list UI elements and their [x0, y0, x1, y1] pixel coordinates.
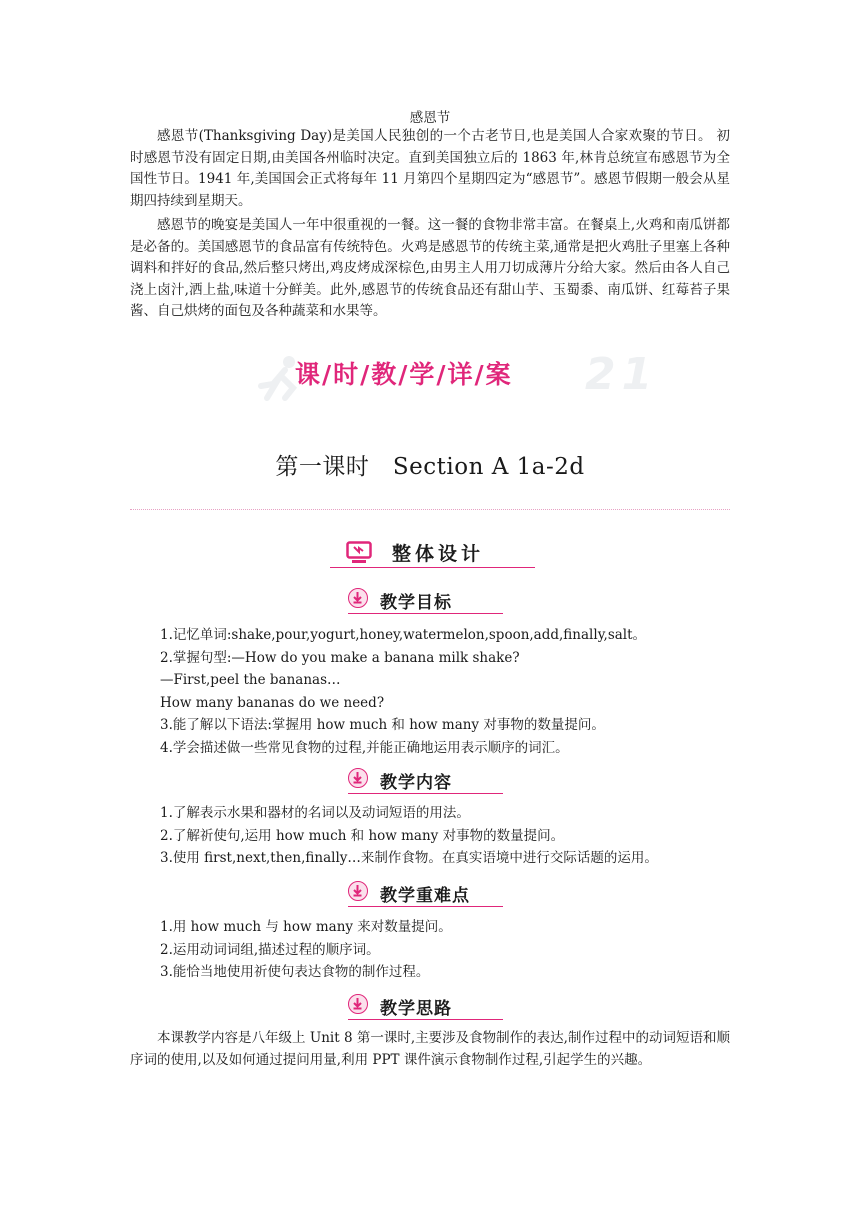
section-overall-design	[330, 538, 535, 568]
subhead-title: 教学思路	[380, 999, 452, 1019]
list-item: 2.掌握句型:—How do you make a banana milk shake?	[160, 649, 520, 666]
subhead-title: 教学重难点	[380, 886, 470, 906]
key-points-list	[160, 916, 740, 984]
list-item: 1.用 how much 与 how many 来对数量提问。	[160, 919, 452, 935]
intro-title: 感恩节	[409, 110, 451, 126]
intro-paragraph-2: 感恩节的晚宴是美国人一年中很重视的一餐。这一餐的食物非常丰富。在餐桌上,火鸡和南瓜饼都是必备的。美国感恩节的食品富有传统特色。火鸡是感恩节的传统主菜,通常是把火鸡肚子里塞上各种调料和拌好的食品,然后整只烤出,鸡皮烤成深棕色,由男主人用刀切成薄片分给大家。然后由各人自己浇上卤汁,洒上盐,味道十分鲜美。此外,感恩节的传统食品还有甜山芋、玉蜀黍、南瓜饼、红莓苔子果酱、自己烘烤的面包及各种蔬菜和水果等。	[130, 217, 730, 319]
subhead-goals	[348, 586, 503, 614]
list-item: 1.记忆单词:shake,pour,yogurt,honey,watermelon,spoon,add,finally,salt。	[160, 627, 647, 643]
lesson-plan-banner	[255, 349, 659, 400]
goals-list	[160, 624, 740, 760]
approach-paragraph: 本课教学内容是八年级上 Unit 8 第一课时,主要涉及食物制作的表达,制作过程中的动词短语和顺序词的使用,以及如何通过提问用量,利用 PPT 课件演示食物制作过程,引起学生的兴趣。	[130, 1030, 730, 1068]
subhead-content	[348, 766, 503, 794]
monitor-icon	[346, 541, 372, 565]
subhead-approach	[348, 992, 503, 1020]
subhead-title: 教学目标	[380, 593, 452, 613]
lesson-title: 第一课时 Section A 1a-2d	[275, 454, 585, 480]
subhead-underline	[348, 613, 503, 614]
subhead-title: 教学内容	[380, 773, 452, 793]
list-item: 4.学会描述做一些常见食物的过程,并能正确地运用表示顺序的词汇。	[160, 739, 569, 756]
list-item: 2.了解祈使句,运用 how much 和 how many 对事物的数量提问。	[160, 827, 565, 844]
subhead-underline	[348, 1019, 503, 1020]
content-list	[160, 802, 740, 870]
download-badge-icon	[348, 881, 368, 901]
banner-watermark-text: 21	[585, 349, 659, 400]
dotted-divider	[130, 509, 730, 510]
subhead-underline	[348, 906, 503, 907]
subhead-underline	[348, 793, 503, 794]
download-badge-icon	[348, 588, 368, 608]
banner-title: 课/时/教/学/详/案	[295, 360, 513, 389]
list-item: 1.了解表示水果和器材的名词以及动词短语的用法。	[160, 805, 470, 821]
list-item: 3.能了解以下语法:掌握用 how much 和 how many 对事物的数量提问。	[160, 717, 605, 734]
download-badge-icon	[348, 768, 368, 788]
list-item: 3.使用 first,next,then,finally…来制作食物。在真实语境中进行交际话题的运用。	[160, 850, 658, 867]
list-item: 3.能恰当地使用祈使句表达食物的制作过程。	[160, 964, 430, 981]
section-title: 整体设计	[392, 543, 485, 565]
list-item: 2.运用动词词组,描述过程的顺序词。	[160, 941, 380, 958]
download-badge-icon	[348, 994, 368, 1014]
intro-paragraph-1: 感恩节(Thanksgiving Day)是美国人民独创的一个古老节日,也是美国人合家欢聚的节日。 初时感恩节没有固定日期,由美国各州临时决定。直到美国独立后的 1863 年,林肯总统宣布感恩节为全国性节日。1941 年,美国国会正式将每年 11 月第四个星期四定为“感恩节”。感恩节假期一般会从星期四持续到星期天。	[130, 128, 730, 209]
subhead-key-points	[348, 879, 503, 907]
section-underline	[330, 567, 535, 568]
list-item: —First,peel the bananas…	[160, 672, 341, 689]
list-item: How many bananas do we need?	[160, 694, 385, 711]
